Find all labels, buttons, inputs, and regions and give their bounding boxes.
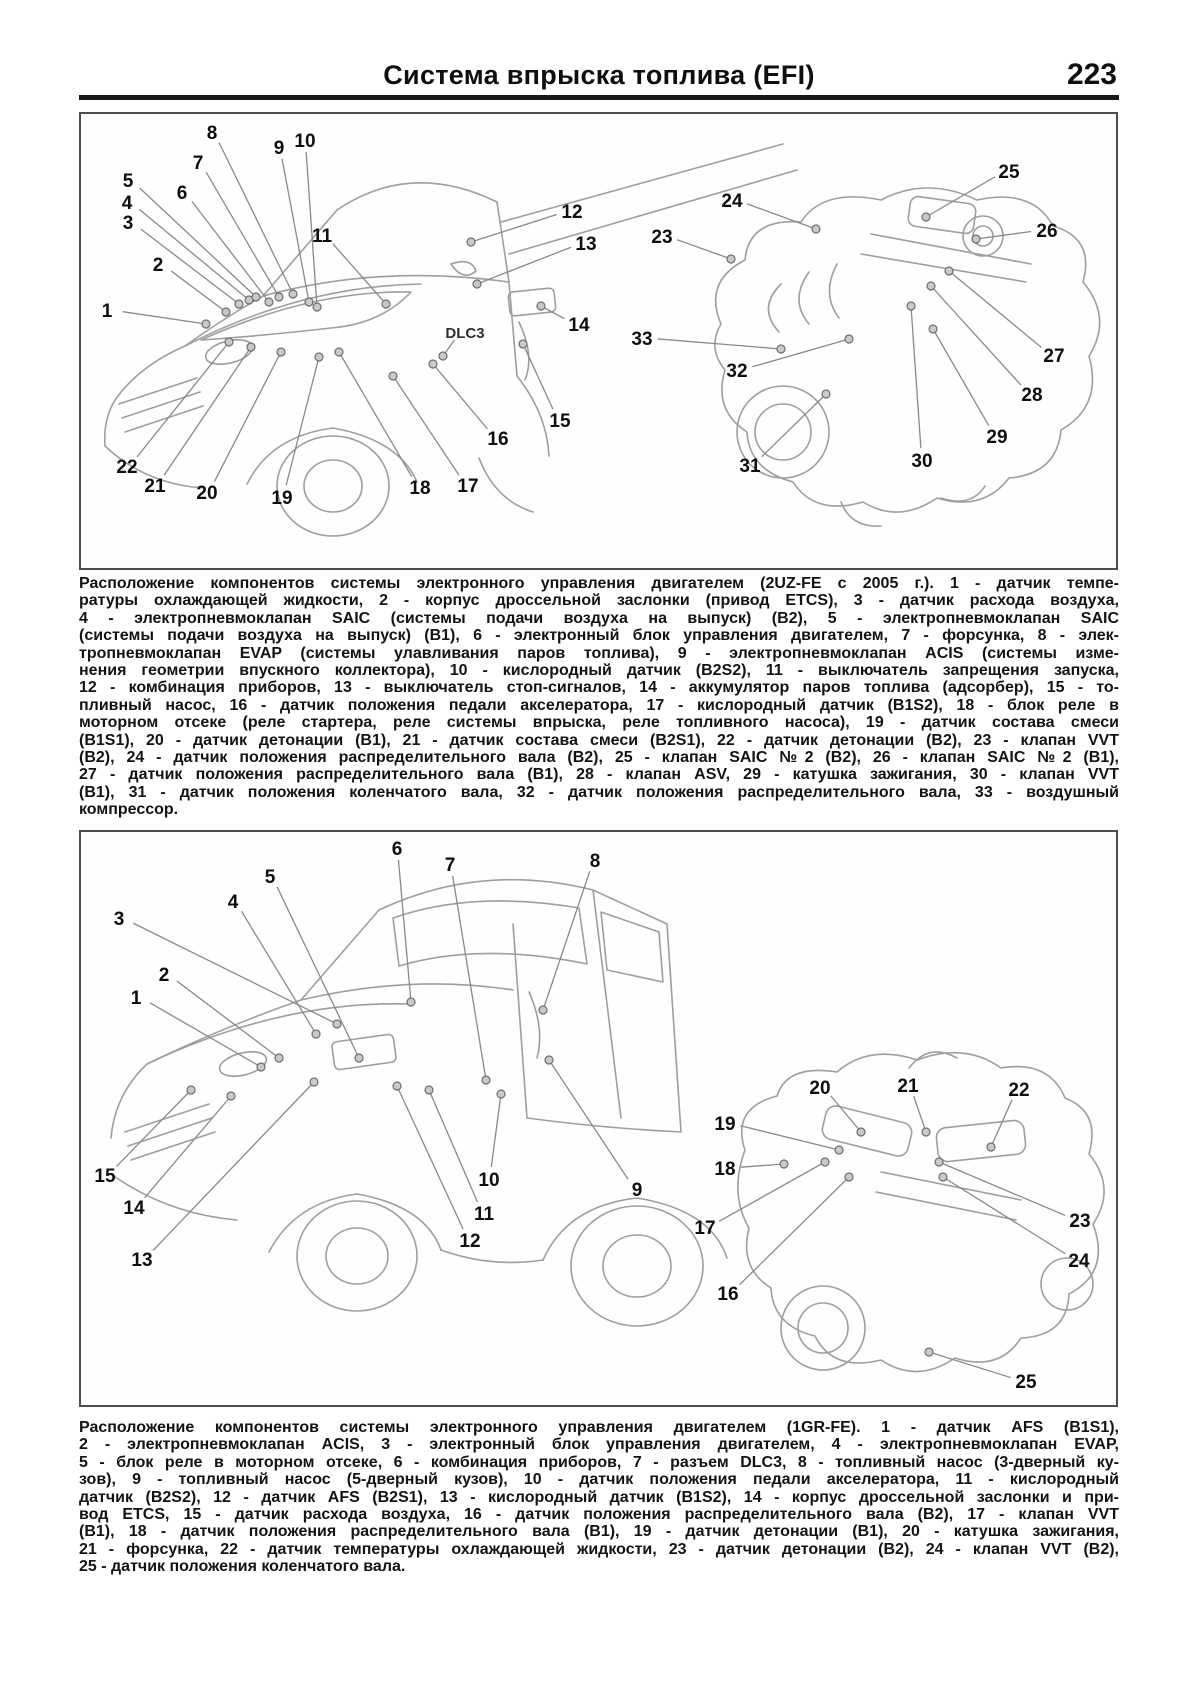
leader-line [752, 339, 849, 367]
callout-7: 7 [444, 855, 456, 876]
callout-22: 22 [1008, 1080, 1030, 1101]
callout-23: 23 [651, 227, 673, 248]
component-marker [313, 303, 321, 311]
callout-7: 7 [192, 153, 204, 174]
caption-line: 2 - электропневмоклапан ACIS, 3 - электронный блок управления двигателем, 4 - электропневмоклапан EVAP, [79, 1436, 1119, 1454]
callout-17: 17 [457, 476, 479, 497]
callout-1: 1 [130, 988, 142, 1009]
callout-23: 23 [1069, 1211, 1091, 1232]
component-marker [497, 1090, 505, 1098]
callout-33: 33 [631, 329, 653, 350]
leader-line [171, 271, 226, 312]
caption-line: (B2), 24 - датчик положения распределительного вала (B2), 25 - клапан SAIC №2 (B2), 26 - клапан SAIC №2 (B1), [79, 749, 1119, 767]
figure2-drawing [81, 832, 1116, 1405]
callout-2: 2 [158, 965, 170, 986]
caption-line: Расположение компонентов системы электронного управления двигателем (2UZ-FE с 2005 г.). 1 - датчик темпе- [79, 575, 1119, 592]
component-marker [439, 352, 447, 360]
component-marker [927, 282, 935, 290]
component-marker [537, 302, 545, 310]
callout-28: 28 [1021, 385, 1043, 406]
component-marker [473, 280, 481, 288]
caption-line: (системы подачи воздуха на выпуск) (B1), 6 - электронный блок управления двигателем, 7 - форсунка, 8 - элек- [79, 627, 1119, 645]
leader-line [543, 871, 590, 1010]
component-marker [821, 1158, 829, 1166]
caption-line: 25 - датчик положения коленчатого вала. [79, 1558, 406, 1576]
leader-line [740, 1177, 849, 1285]
leader-line [523, 344, 553, 409]
component-marker [812, 225, 820, 233]
leader-line [398, 860, 411, 1002]
component-marker [389, 372, 397, 380]
callout-27: 27 [1043, 346, 1065, 367]
caption-line: вод ETCS, 15 - датчик расхода воздуха, 16 - датчик положения распределительного вала (B2), 17 - клапан VVT [79, 1506, 1119, 1524]
component-marker [857, 1128, 865, 1136]
leader-line [153, 1082, 314, 1250]
leader-line [949, 271, 1042, 348]
callout-13: 13 [575, 234, 597, 255]
leader-line [658, 339, 781, 349]
figure2-caption [79, 1419, 1119, 1576]
leader-line [911, 306, 921, 448]
callout-1: 1 [101, 301, 113, 322]
callout-30: 30 [911, 451, 933, 472]
callout-25: 25 [1015, 1372, 1037, 1393]
leader-line [140, 188, 256, 297]
callout-6: 6 [391, 839, 403, 860]
leader-line [762, 394, 826, 457]
component-marker [972, 235, 980, 243]
leader-line [477, 247, 571, 284]
component-marker [519, 340, 527, 348]
caption-line: ратуры охлаждающей жидкости, 2 - корпус дроссельной заслонки (привод ETCS), 3 - датчик расхода воздуха, [79, 592, 1119, 610]
component-marker [429, 360, 437, 368]
callout-17: 17 [694, 1218, 716, 1239]
component-marker [407, 998, 415, 1006]
figure1-box [79, 112, 1118, 570]
component-marker [393, 1082, 401, 1090]
callout-4: 4 [121, 193, 133, 214]
callout-11: 11 [311, 226, 333, 247]
caption-line: компрессор. [79, 801, 179, 819]
caption-line: (B1), 31 - датчик положения коленчатого вала, 32 - датчик положения распределительного вала, 33 - воздушный [79, 783, 1119, 801]
page-title: Система впрыска топлива (EFI) [383, 60, 815, 90]
component-marker [835, 1146, 843, 1154]
callout-32: 32 [726, 361, 748, 382]
callout-8: 8 [589, 851, 601, 872]
callout-9: 9 [273, 138, 285, 159]
leader-line [453, 876, 486, 1080]
component-marker [922, 213, 930, 221]
leader-line [429, 1090, 477, 1202]
component-marker [305, 298, 313, 306]
callout-3: 3 [122, 213, 134, 234]
leader-line [939, 1162, 1065, 1215]
engine-sketch-1grfe [738, 1052, 1104, 1372]
callout-19: 19 [714, 1114, 736, 1135]
component-marker [727, 255, 735, 263]
component-marker [939, 1173, 947, 1181]
component-marker [929, 325, 937, 333]
callout-21: 21 [144, 476, 166, 497]
caption-line: 12 - комбинация приборов, 13 - выключатель стоп-сигналов, 14 - аккумулятор паров топлива (адсорбер), 15 - то- [79, 679, 1119, 697]
component-marker [247, 343, 255, 351]
component-marker [252, 293, 260, 301]
car-sketch-1grfe [111, 880, 727, 1326]
component-marker [277, 348, 285, 356]
callout-20: 20 [809, 1078, 831, 1099]
component-marker [822, 390, 830, 398]
leader-line [150, 1003, 261, 1067]
component-marker [289, 290, 297, 298]
callout-16: 16 [487, 429, 509, 450]
header-rule [79, 95, 1119, 100]
caption-line: 21 - форсунка, 22 - датчик температуры охлаждающей жидкости, 23 - датчик детонации (B2), 24 - клапан VVT (B2), [79, 1540, 1119, 1558]
leader-line [164, 347, 251, 475]
leader-line [931, 286, 1021, 385]
component-marker [780, 1160, 788, 1168]
figure1-drawing [81, 114, 1116, 568]
component-marker [845, 1173, 853, 1181]
component-marker [225, 338, 233, 346]
callout-3: 3 [113, 909, 125, 930]
figure1-caption [79, 575, 1119, 819]
caption-line: датчик (B2S2), 12 - датчик AFS (B2S1), 13 - кислородный датчик (B1S2), 14 - корпус дроссельной заслонки и при- [79, 1488, 1119, 1506]
component-marker [355, 1054, 363, 1062]
leader-line [214, 352, 281, 481]
component-marker [935, 1158, 943, 1166]
callout-9: 9 [631, 1180, 643, 1201]
callout-24: 24 [1068, 1251, 1090, 1272]
caption-line: пливный насос, 16 - датчик положения педали акселератора, 17 - кислородный датчик (B1S2), 18 - блок реле в [79, 696, 1119, 714]
page-number: 223 [1066, 58, 1117, 91]
component-marker [310, 1078, 318, 1086]
callout-15: 15 [94, 1166, 116, 1187]
callout-14: 14 [568, 315, 590, 336]
callout-6: 6 [176, 183, 188, 204]
caption-line: 4 - электропневмоклапан SAIC (системы подачи воздуха на выпуск) (B2), 5 - электропневмоклапан SAIC [79, 609, 1119, 627]
component-marker [335, 348, 343, 356]
caption-line: моторном отсеке (реле стартера, реле системы впрыска, реле топливного насоса), 19 - датчик состава смеси [79, 714, 1119, 732]
component-marker [227, 1092, 235, 1100]
component-marker [907, 302, 915, 310]
leader-line [123, 312, 206, 324]
leader-line [177, 981, 279, 1058]
callout-2: 2 [152, 255, 164, 276]
component-marker [845, 335, 853, 343]
callout-14: 14 [123, 1198, 145, 1219]
component-marker [315, 353, 323, 361]
leader-line [926, 177, 995, 217]
callout-15: 15 [549, 411, 571, 432]
component-marker [257, 1063, 265, 1071]
leader-line [741, 1126, 839, 1150]
caption-line: (B1S1), 20 - датчик детонации (B1), 21 - датчик состава смеси (B2S1), 22 - датчик детонации (B2), 23 - клапан VVT [79, 731, 1119, 749]
leader-line [929, 1352, 1011, 1378]
caption-line: Расположение компонентов системы электронного управления двигателем (1GR-FE). 1 - датчик AFS (B1S1), [79, 1419, 1119, 1436]
callout-5: 5 [264, 867, 276, 888]
component-marker [235, 300, 243, 308]
callout-4: 4 [227, 892, 239, 913]
caption-line: тропневмоклапан EVAP (системы улавливания паров топлива), 9 - электропневмоклапан ACIS (системы изме- [79, 644, 1119, 662]
callout-20: 20 [196, 483, 218, 504]
component-marker [482, 1076, 490, 1084]
figure2-box [79, 830, 1118, 1407]
callout-24: 24 [721, 191, 743, 212]
component-marker [987, 1143, 995, 1151]
leader-line [741, 1164, 784, 1167]
leader-line [933, 329, 989, 426]
callout-25: 25 [998, 162, 1020, 183]
callout-18: 18 [714, 1159, 736, 1180]
component-marker [467, 238, 475, 246]
component-marker [187, 1086, 195, 1094]
leader-line [677, 240, 731, 259]
leader-line [491, 1094, 501, 1167]
callout-19: 19 [271, 488, 293, 509]
leader-line [397, 1086, 463, 1229]
component-marker [945, 267, 953, 275]
callout-18: 18 [409, 478, 431, 499]
component-marker [202, 320, 210, 328]
component-marker [425, 1086, 433, 1094]
callout-10: 10 [294, 131, 316, 152]
component-text-label: DLC3 [445, 325, 485, 342]
component-marker [222, 308, 230, 316]
callout-26: 26 [1036, 221, 1058, 242]
leader-line [241, 911, 316, 1034]
leader-line [219, 143, 293, 294]
caption-line: 5 - блок реле в моторном отсеке, 6 - комбинация приборов, 7 - разъем DLC3, 8 - топливный насос (3-дверный ку- [79, 1453, 1119, 1471]
component-marker [275, 1054, 283, 1062]
component-marker [275, 293, 283, 301]
leader-line [831, 1096, 861, 1132]
caption-line: 27 - датчик положения распределительного вала (B1), 28 - клапан ASV, 29 - катушка зажигания, 30 - клапан VVT [79, 766, 1119, 784]
callout-21: 21 [897, 1076, 919, 1097]
leader-line [914, 1096, 926, 1132]
component-marker [545, 1056, 553, 1064]
component-marker [539, 1006, 547, 1014]
callout-12: 12 [561, 202, 583, 223]
callout-8: 8 [206, 123, 218, 144]
caption-line: нения геометрии впускного коллектора), 10 - кислородный датчик (B2S2), 11 - выключатель запрещения запуска, [79, 662, 1119, 680]
callout-29: 29 [986, 427, 1008, 448]
component-marker [265, 298, 273, 306]
leader-line [192, 201, 269, 302]
leader-line [339, 352, 412, 477]
callout-16: 16 [717, 1284, 739, 1305]
callout-22: 22 [116, 457, 138, 478]
callout-11: 11 [473, 1204, 495, 1225]
caption-line: (B1), 18 - датчик положения распределительного вала (B1), 19 - датчик детонации (B1), 20 - катушка зажигания, [79, 1523, 1119, 1541]
component-marker [312, 1030, 320, 1038]
callout-10: 10 [478, 1170, 500, 1191]
callout-31: 31 [739, 456, 761, 477]
component-marker [382, 300, 390, 308]
callout-12: 12 [459, 1231, 481, 1252]
callout-5: 5 [122, 171, 134, 192]
leader-line [943, 1177, 1065, 1254]
callout-13: 13 [131, 1250, 153, 1271]
component-marker [922, 1128, 930, 1136]
leader-line [991, 1100, 1012, 1147]
component-marker [333, 1020, 341, 1028]
figure1-callouts [102, 123, 1065, 509]
component-marker [925, 1348, 933, 1356]
leader-line [433, 364, 487, 429]
caption-line: зов), 9 - топливный насос (5-дверный кузов), 10 - датчик положения педали акселератора, 11 - кислородный [79, 1471, 1119, 1489]
component-marker [777, 345, 785, 353]
